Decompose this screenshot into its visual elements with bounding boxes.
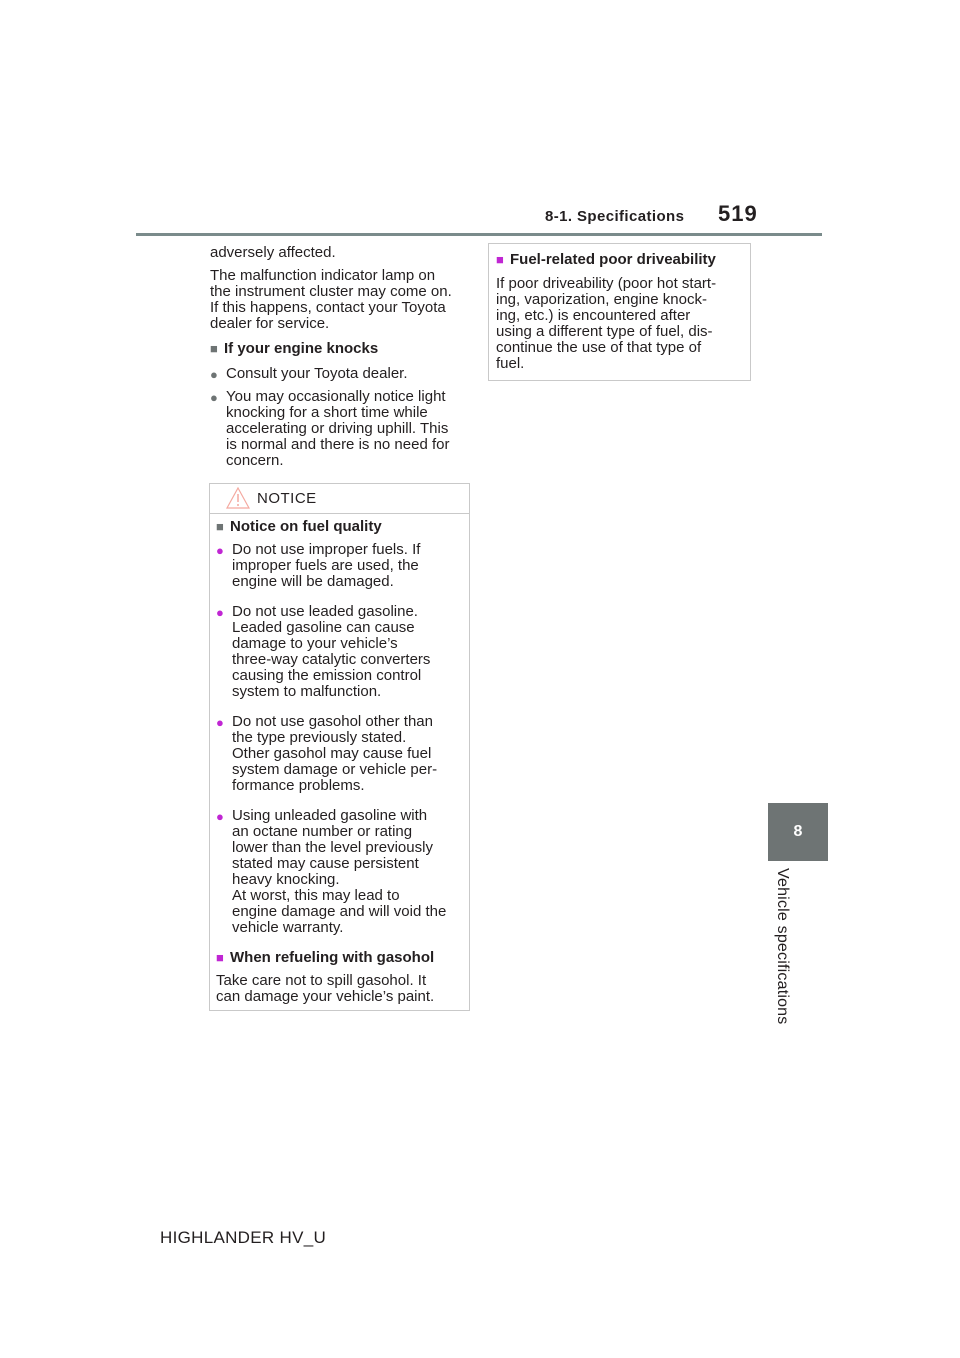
- chapter-number: 8: [793, 823, 803, 840]
- driveability-box: [488, 243, 751, 381]
- text-line: heavy knocking.: [232, 871, 340, 888]
- text-line: dealer for service.: [210, 315, 330, 332]
- text-line: improper fuels are used, the: [232, 557, 419, 574]
- text-line: Other gasohol may cause fuel: [232, 745, 432, 762]
- text-line: three-way catalytic converters: [232, 651, 431, 668]
- text-line: can damage your vehicle’s paint.: [216, 988, 435, 1005]
- list-item: [216, 542, 463, 590]
- text-line: stated may cause persistent: [232, 855, 419, 872]
- fuel-quality-heading: [216, 519, 463, 535]
- text-line: Consult your Toyota dealer.: [226, 365, 408, 382]
- text-line: using a different type of fuel, dis-: [496, 323, 713, 340]
- text-line: concern.: [226, 452, 284, 469]
- text-line: If this happens, contact your Toyota: [210, 299, 446, 316]
- square-bullet-icon: ■: [210, 341, 218, 356]
- heading-text: Fuel-related poor driveability: [510, 251, 716, 268]
- bullet-icon: ●: [210, 367, 218, 382]
- section-title: 8-1. Specifications: [545, 208, 685, 225]
- bullet-icon: ●: [216, 543, 224, 558]
- text-line: an octane number or rating: [232, 823, 413, 840]
- square-bullet-icon: ■: [216, 950, 224, 965]
- heading-text: If your engine knocks: [224, 340, 379, 357]
- page-number: 519: [718, 201, 758, 226]
- left-column: [210, 245, 470, 469]
- engine-knocks-heading: [210, 341, 470, 357]
- text-line: fuel.: [496, 355, 525, 372]
- text-line: engine will be damaged.: [232, 573, 394, 590]
- text-line: formance problems.: [232, 777, 365, 794]
- text-line: the type previously stated.: [232, 729, 407, 746]
- gasohol-paragraph: [216, 973, 463, 1005]
- notice-body: [210, 514, 469, 1005]
- bullet-icon: ●: [216, 715, 224, 730]
- notice-title: NOTICE: [257, 490, 317, 507]
- text-line: accelerating or driving uphill. This: [226, 420, 449, 437]
- text-line: causing the emission control: [232, 667, 422, 684]
- bullet-icon: ●: [210, 390, 218, 405]
- model-footer: HIGHLANDER HV_U: [160, 1228, 327, 1247]
- list-item: [210, 389, 470, 469]
- heading-text: When refueling with gasohol: [230, 949, 435, 966]
- list-item: [210, 366, 470, 382]
- text-line: You may occasionally notice light: [226, 388, 446, 405]
- malfunction-paragraph: [210, 268, 470, 332]
- text-line: the instrument cluster may come on.: [210, 283, 452, 300]
- text-line: Leaded gasoline can cause: [232, 619, 415, 636]
- text-line: ing, vaporization, engine knock-: [496, 291, 707, 308]
- list-item: [216, 808, 463, 936]
- text-line: Do not use gasohol other than: [232, 713, 433, 730]
- list-item: [216, 604, 463, 700]
- text-line: Take care not to spill gasohol. It: [216, 972, 427, 989]
- text-line: lower than the level previously: [232, 839, 433, 856]
- intro-text: adversely affected.: [210, 244, 336, 261]
- text-line: The malfunction indicator lamp on: [210, 267, 436, 284]
- heading-text: Notice on fuel quality: [230, 518, 382, 535]
- bullet-icon: ●: [216, 605, 224, 620]
- text-line: If poor driveability (poor hot start-: [496, 275, 717, 292]
- text-line: knocking for a short time while: [226, 404, 428, 421]
- notice-box: [209, 483, 470, 1011]
- text-line: Do not use improper fuels. If: [232, 541, 421, 558]
- text-line: system to malfunction.: [232, 683, 382, 700]
- warning-triangle-icon: [226, 487, 250, 509]
- text-line: Do not use leaded gasoline.: [232, 603, 418, 620]
- square-bullet-icon: ■: [496, 252, 504, 267]
- bullet-icon: ●: [216, 809, 224, 824]
- text-line: engine damage and will void the: [232, 903, 447, 920]
- list-item: [216, 714, 463, 794]
- text-line: Using unleaded gasoline with: [232, 807, 428, 824]
- square-bullet-icon: ■: [216, 519, 224, 534]
- text-line: vehicle warranty.: [232, 919, 344, 936]
- chapter-tab[interactable]: [768, 803, 828, 861]
- driveability-paragraph: [496, 276, 743, 372]
- header-divider: [136, 233, 822, 236]
- driveability-heading: [496, 252, 743, 268]
- text-line: damage to your vehicle’s: [232, 635, 398, 652]
- refueling-gasohol-heading: [216, 950, 463, 966]
- text-line: At worst, this may lead to: [232, 887, 400, 904]
- notice-header: [210, 484, 469, 514]
- driveability-body: [489, 244, 750, 372]
- text-line: is normal and there is no need for: [226, 436, 450, 453]
- text-line: continue the use of that type of: [496, 339, 702, 356]
- chapter-title: Vehicle specifications: [774, 868, 791, 1025]
- text-line: system damage or vehicle per-: [232, 761, 438, 778]
- text-line: ing, etc.) is encountered after: [496, 307, 691, 324]
